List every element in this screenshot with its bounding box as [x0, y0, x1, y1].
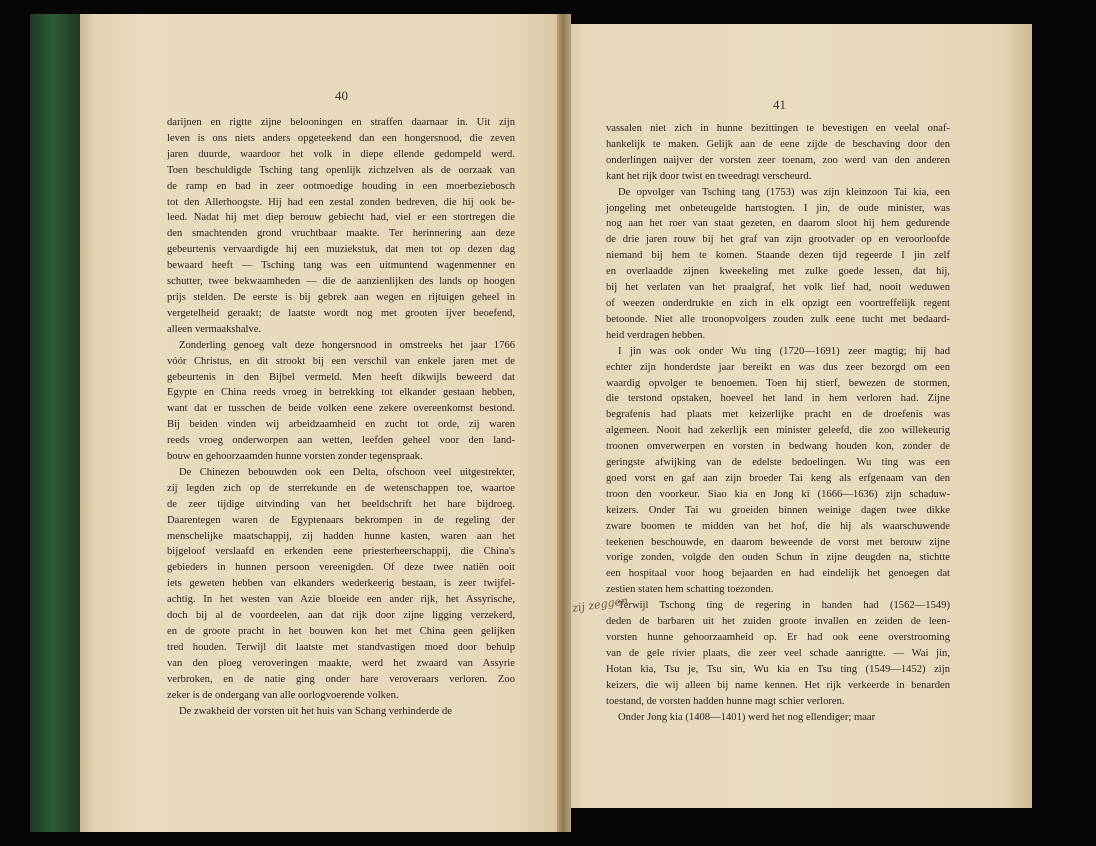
text-line: bijgeloof verslaafd en erkenden eene priesterheerschappij, die China's — [167, 546, 515, 558]
text-line: Bij beiden vinden wij arbeidzaamheid en zucht tot orde, zij waren — [167, 419, 515, 431]
text-line: toestand, de vorsten hadden hunne magt schier verloren. — [606, 695, 845, 707]
text-line: vóór Christus, en dit strookt bij een verschil van enkele jaren met de — [167, 355, 515, 367]
text-line: de drie jaren rouw bij het graf van zijn grootvader op en veroorloofde — [606, 234, 950, 246]
text-line: betoonde. Niet alle troonopvolgers zouden zulk eene tucht met bedaard- — [606, 313, 950, 325]
text-line: keizers, die wij alleen bij name kennen. Het rijk verkeerde in benarden — [606, 679, 950, 691]
text-line: want dat er tusschen de beide volken eene zekere overeenkomst bestond. — [167, 403, 515, 415]
text-line: onderlingen naijver der vorsten zeer toenam, zoo werd van den anderen — [606, 154, 950, 166]
text-line: den smachtenden grond vruchtbaar maakte. Ter herinnering aan deze — [167, 228, 515, 240]
text-line: bewaard heeft — Tsching tang was een uitmuntend wagenmenner en — [167, 260, 515, 272]
text-line: jongeling met onbeteugelde hartstogten. I jin, de oude minister, was — [606, 202, 950, 214]
left-page-text — [167, 115, 515, 719]
text-line: en de groote pracht in het bouwen kon het met China geen gelijken — [167, 626, 515, 637]
text-line: Daarentegen waren de Egyptenaars bekrompen in de regeling der — [167, 514, 515, 526]
text-line: schutter, twee bekwaamheden — die de aanzienlijken des lands op hoogen — [167, 276, 515, 288]
text-line: gebeurtenis in den Bijbel vermeld. Men heeft dikwijls beweerd dat — [167, 371, 515, 383]
text-line: gebeurtenis vervaardigde hij een muziekstuk, dat men tot op dezen dag — [167, 244, 515, 256]
text-line: hankelijk te maken. Gelijk aan de eene zijde de beschaving door den — [606, 138, 950, 150]
text-line: van den ploeg veroveringen maakte, werd het zwaard van Assyrie — [167, 657, 515, 669]
text-line: zij legden zich op de sterrekunde en de wetenschappen toe, waartoe — [167, 482, 515, 494]
text-line: De zwakheid der vorsten uit het huis van Schang verhinderde de — [179, 705, 452, 717]
text-line: zeker is de ondergang van alle oorlogvoerende volken. — [167, 689, 399, 701]
book-cover-edge — [30, 14, 86, 832]
text-line: tred houden. Terwijl dit laatste met standvastigen moed door behulp — [167, 641, 515, 653]
text-line: geringste afwijking van de edelste bedoelingen. Wu ting was een — [606, 457, 950, 469]
text-line: tot den Allerhoogste. Hij had een zestal zonden bedreven, die hij ook be- — [167, 196, 515, 208]
text-line: echter zijn honderdste jaar bereikt en was dus zeer bezorgd om een — [606, 361, 950, 373]
text-line: kant het rijk door twist en tweedragt verscheurd. — [606, 170, 812, 182]
text-line: Toen beschuldigde Tsching tang openlijk zichzelven als de oorzaak van — [167, 164, 515, 176]
right-page-number: 41 — [773, 97, 786, 112]
text-line: darijnen en rigtte zijne belooningen en straffen daarnaar in. Uit zijn — [167, 117, 515, 128]
text-line: een hospitaal voor hoog bejaarden en had eindelijk het genoegen dat — [606, 568, 950, 580]
text-line: alleen vermaakshalve. — [167, 323, 262, 335]
left-page-number: 40 — [335, 88, 348, 103]
text-line: De opvolger van Tsching tang (1753) was zijn kleinzoon Tai kia, een — [618, 186, 950, 198]
handwritten-margin-note: zij zeggen — [571, 594, 629, 615]
text-line: leven is ons niets anders opgeteekend dan een hongersnood, die zeven — [167, 132, 515, 144]
text-line: de zeer tijdige uitvinding van het beeldschrift het hare bijdroeg. — [167, 498, 515, 510]
text-line: algemeen. Nooit had zekerlijk een minister geleefd, die zoo willekeurig — [606, 425, 950, 437]
text-line: zestien staten hem schatting toezonden. — [606, 584, 774, 596]
text-line: leed. Nadat hij met diep berouw gebiecht had, viel er een stortregen die — [167, 212, 515, 224]
text-line: vergetelheid geraakt; de laatste wordt nog met grooten ijver beoefend, — [167, 307, 515, 319]
text-line: niemand bij hem te komen. Staande dezen tijd regeerde I jin zelf — [606, 250, 950, 262]
text-line: Hotan kia, Tsu je, Tsu sin, Wu kia en Tsu ting (1549—1452) zijn — [606, 663, 950, 675]
text-line: of weezen onderdrukte en zich in elk opzigt een voortreffelijk regent — [606, 297, 950, 309]
text-line: Onder Jong kia (1408—1401) werd het nog ellendiger; maar — [618, 711, 876, 723]
text-line: vorige zonden, volgde den ouden Schun in zijne deugden na, stichtte — [606, 552, 950, 564]
text-line: zware boomen te midden van het hof, die hij als waarschuwende — [606, 520, 950, 532]
text-line: doch bij al de voordeelen, aan dat rijk door zijne ligging verzekerd, — [167, 610, 515, 622]
text-line: Egypte en China reeds vroeg in betrekking tot elkander gestaan hebben, — [167, 387, 515, 399]
text-line: vorsten hunne gehoorzaamheid op. Er had ook eene overstrooming — [606, 632, 950, 643]
text-line: jaren duurde, waardoor het volk in diepe ellende gedompeld werd. — [167, 148, 515, 160]
book-gutter — [557, 14, 571, 832]
text-line: achtig. In het westen van Azie bloeide een ander rijk, het Assyrische, — [167, 594, 515, 606]
text-line: goed vorst en gaf aan zijn broeder Tai keng als erfgenaam van den — [606, 472, 950, 484]
text-line: keizers. Onder Tai wu groeiden binnen weinige dagen twee dikke — [606, 504, 950, 516]
text-line: waardig opvolger te benoemen. Toen hij stierf, bewezen de stormen, — [606, 377, 950, 389]
text-line: gebieders in hunnen persoon vereenigden. Of deze twee natiën ooit — [167, 562, 515, 574]
text-line: die terstond opstaken, hoeveel het land in hem verloren had. Zijne — [606, 393, 950, 405]
text-line: teekenen beschouwde, en daarom beweende de vorst met berouw zijne — [606, 536, 950, 548]
text-line: Zonderling genoeg valt deze hongersnood in omstreeks het jaar 1766 — [179, 339, 515, 351]
text-line: verbroken, en de natie ging onder hare veroveraars verloren. Zoo — [167, 673, 515, 685]
right-page-text — [606, 121, 950, 725]
text-line: bij het verlaten van het praalgraf, het volk lief had, nooit weduwen — [606, 282, 950, 294]
text-line: van de gele rivier plaats, die zeer veel schade aanrigtte. — Wai jin, — [606, 647, 950, 659]
text-line: de ramp en bad in zeer ootmoedige houding in een moerbeziebosch — [167, 180, 515, 192]
text-line: en overlaadde zijnen kweekeling met zulke goede lessen, dat hij, — [606, 266, 950, 278]
text-line: I jin was ook onder Wu ting (1720—1691) zeer magtig; hij had — [618, 345, 950, 357]
text-line: deden de barbaren uit het zuiden groote invallen en zeiden de leen- — [606, 616, 950, 628]
text-line: heid verdragen hebben. — [606, 329, 706, 341]
text-line: troon den voorkeur. Siao kia en Jong ki (1666—1636) zijn schaduw- — [606, 488, 950, 500]
text-line: bouw en gehoorzaamden hunne vorsten zonder tegenspraak. — [167, 451, 423, 463]
text-line: reeds vroeg onderworpen aan wetten, leefden geheel voor den land- — [167, 435, 515, 447]
text-line: vassalen niet zich in hunne bezittingen te bevestigen en veelal onaf- — [606, 123, 950, 134]
text-line: Terwijl Tschong ting de regering in handen had (1562—1549) — [618, 600, 950, 612]
text-line: begrafenis had plaats met keizerlijke pracht en de droefenis was — [606, 409, 950, 421]
text-line: menschelijke maatschappij, zij hadden hunne kasten, waren aan het — [167, 530, 515, 542]
text-line: De Chinezen bebouwden ook een Delta, ofschoon veel uitgestrekter, — [179, 466, 515, 478]
text-line: nog aan het roer van staat gezeten, en daarom sloot hij hem gedurende — [606, 218, 950, 230]
text-line: prijs stelden. De eerste is bij gebrek aan wegen en rijtuigen geheel in — [167, 291, 515, 303]
text-line: troonen omverwerpen en vorsten in bedwang houden kon, zonder de — [606, 441, 950, 453]
text-line: iets geweten hebben van elkanders wederkeerig bestaan, is zeer twijfel- — [167, 578, 515, 590]
